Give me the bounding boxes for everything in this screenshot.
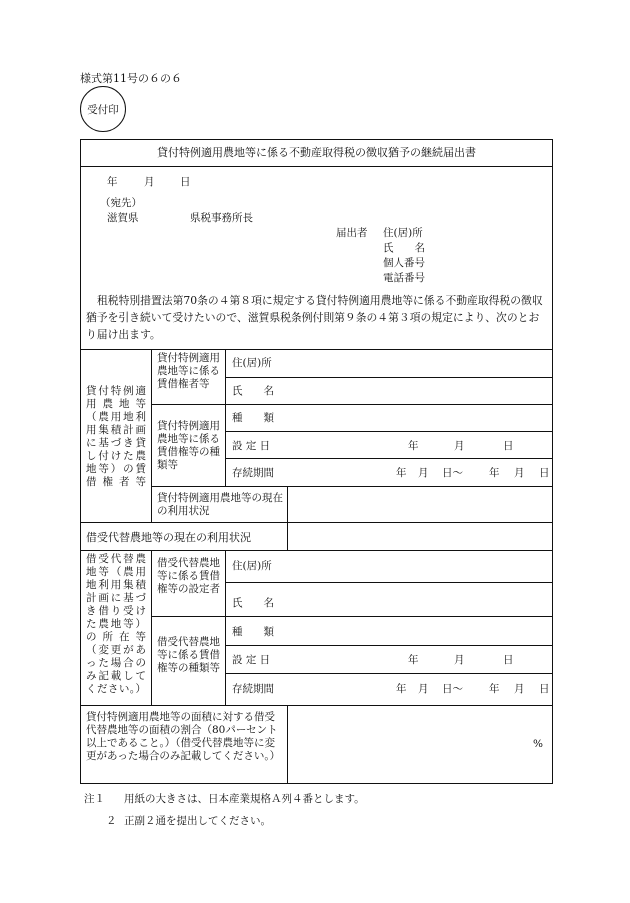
section2-period-dayfrom: 日～ [442,683,463,695]
note-1-number: 注１ [84,793,105,805]
form-number: 様式第11号の６の６ [80,72,182,85]
notifier-phone: 電話番号 [383,272,425,284]
section1-usage-label: 貸付特例適用農地等の現在の利用状況 [157,492,283,517]
section2-setdate-month: 月 [454,654,465,666]
body-text: 租税特別措置法第70条の４第８項に規定する貸付特例適用農地等に係る不動産取得税の徴収猶予を引き続いて受けたいので、滋賀県税条例付則第９条の４第３項の規定により、次のとおり届け出ます。 [86,294,543,341]
section1-lessee-label: 貸付特例適用農地等に係る賃借権者等 [157,352,220,390]
divider [81,522,553,523]
date-day-label: 日 [180,176,191,188]
section2-address-label: 住(居)所 [232,560,272,572]
form-title: 貸付特例適用農地等に係る不動産取得税の徴収猶予の継続届出書 [157,146,476,159]
section1-period-dayto: 日 [539,467,550,479]
section1-setdate-year: 年 [408,440,419,452]
note-1-text: 用紙の大きさは、日本産業規格Ａ列４番とします。 [124,793,365,805]
divider [225,550,226,705]
section1-setdate-label: 設 定 日 [232,440,271,452]
section1-label: 貸付特例適用農地等（農用地利用集積計画に基づき貸し付けた農地等）の賃借権者等 [86,385,146,488]
divider [225,349,226,486]
section2-setdate-day: 日 [503,654,514,666]
section1-rights-label: 貸付特例適用農地等に係る賃借権等の種類等 [157,420,220,471]
section2-period-label: 存続期間 [232,683,274,695]
stamp-label: 受付印 [87,103,119,116]
date-month-label: 月 [144,176,155,188]
ratio-label: 貸付特例適用農地等の面積に対する借受代替農地等の面積の割合（80パーセント以上であること。）（借受代替農地等に変更があった場合のみ記載してください。） [86,711,281,762]
ratio-unit: % [533,738,543,750]
section2-period-dayto: 日 [539,683,550,695]
notifier-name: 氏 名 [383,242,425,254]
form-frame [80,139,553,784]
section2-name-label: 氏 名 [232,597,274,609]
section2-rights-label: 借受代替農地等に係る賃借権等の種類等 [157,636,220,674]
divider [151,486,553,487]
notifier-label: 届出者 [336,227,368,239]
section1-period-year: 年 [396,467,407,479]
section1-name-label: 氏 名 [232,385,274,397]
divider [225,458,553,459]
addressee-prefix: （宛先） [100,197,142,209]
section2-setdate-year: 年 [408,654,419,666]
section2-period-month: 月 [418,683,429,695]
notifier-individual-number: 個人番号 [383,257,425,269]
date-year-label: 年 [107,176,118,188]
reception-stamp [80,86,126,132]
section2-setter-label: 借受代替農地等に係る賃借権等の設定者 [157,557,220,595]
section1-period-month: 月 [418,467,429,479]
note-2-number: ２ [106,815,117,827]
divider [225,673,553,674]
section2-period-year: 年 [396,683,407,695]
section2-usage-label: 借受代替農地等の現在の利用状況 [86,531,251,544]
section1-setdate-month: 月 [454,440,465,452]
divider [287,522,288,550]
section1-kind-label: 種 類 [232,412,274,424]
divider [151,349,152,522]
divider [225,431,553,432]
section2-period-year2: 年 [489,683,500,695]
section2-period-month2: 月 [514,683,525,695]
note-2-text: 正副２通を提出してください。 [124,815,271,827]
section1-period-year2: 年 [489,467,500,479]
divider [81,166,553,167]
divider [287,705,288,784]
divider [151,550,152,705]
section1-address-label: 住(居)所 [232,357,272,369]
divider [225,377,553,378]
section1-period-label: 存続期間 [232,467,274,479]
divider [151,616,553,617]
divider [287,486,288,522]
divider [151,404,553,405]
divider [225,645,553,646]
section1-period-month2: 月 [514,467,525,479]
section2-setdate-label: 設 定 日 [232,654,271,666]
section2-kind-label: 種 類 [232,626,274,638]
addressee-office: 県税事務所長 [190,212,253,224]
divider [81,705,553,706]
notifier-address: 住(居)所 [383,227,423,239]
divider [225,582,553,583]
section2-label: 借受代替農地等（農用地利用集積計画に基づき借り受けた農地等）の所在等（変更があった場合のみ記載してください。） [86,553,146,695]
section1-setdate-day: 日 [503,440,514,452]
section1-period-dayfrom: 日～ [442,467,463,479]
addressee-prefecture: 滋賀県 [107,212,139,224]
